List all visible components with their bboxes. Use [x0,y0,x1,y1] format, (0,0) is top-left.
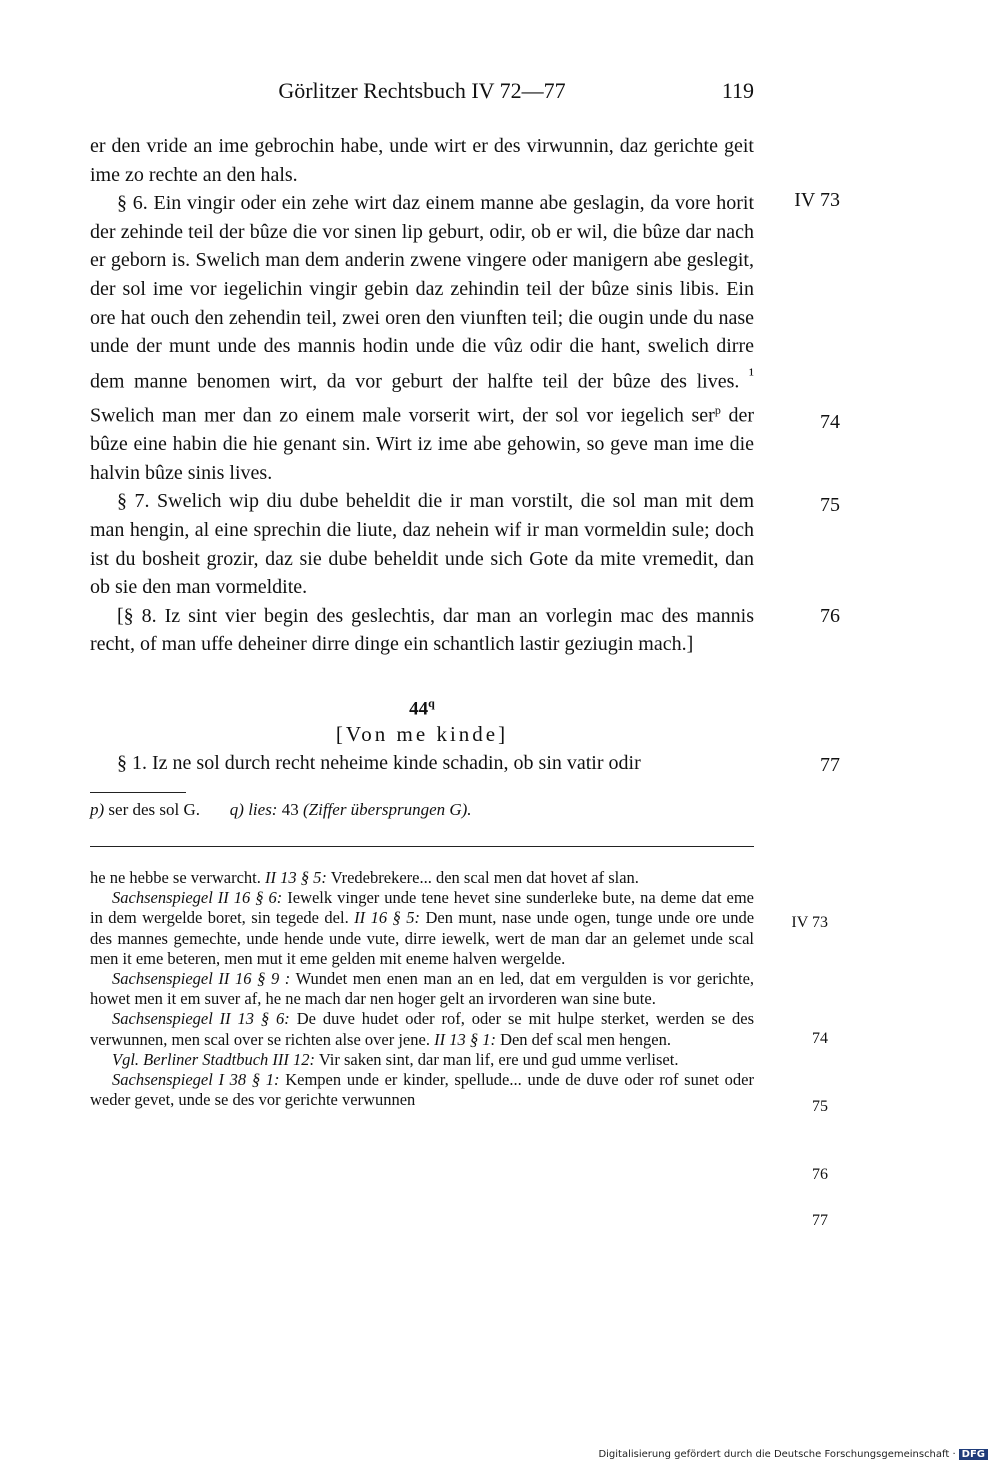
margin-ref-iv73: IV 73 [794,189,840,211]
commentary-margin-77: 77 [812,1212,828,1229]
footnote-q-number: 43 [281,800,299,819]
commentary-entry-77: Sachsenspiegel I 38 § 1: Kempen unde er kinder, spellude... unde de duve oder rof sunet oder weder gevet, unde se des vor gerichte verwunnen [90,1070,754,1110]
margin-ref-77: 77 [820,754,840,776]
chapter-heading: [Von me kinde] [335,722,509,746]
footnote-q-lies: lies: [248,800,278,819]
margin-ref-75: 75 [820,494,840,516]
section-6-text-a: § 6. Ein vingir oder ein zehe wirt daz einem manne abe geslagin, da vore horit der zehinde teil der bûze die vor sinen lip geburt, odir, ob er wil, die bûze dar nach er geborn is. Swelich man dem anderin zwene vingere oder manigern abe geslegit, der sol ime vor iegelichin vingir gebin daz zehindin teil der bûze sinis libis. Ein ore hat ouch den zehendin teil, zwei oren den viunften teil; die ougin unde du nase unde der munt unde des mannis hodin unde die vûz odir die hant, swelich dirre dem manne benomen wirt, da vor geburt der halfte teil der bûze des lives. [90,192,754,393]
section-6-text-c: der bûze eine habin die hie genant sin. Wirt iz ime abe gehowin, so geve man ime die halvin bûze sinis lives. [90,404,754,484]
running-title: Görlitzer Rechtsbuch IV 72—77 [278,78,566,103]
footnote-p-text: ser des sol G. [108,800,201,819]
marginal-mark: ¹ [749,364,754,384]
running-header [90,78,754,106]
margin-ref-74: 74 [820,411,840,433]
footnote-p-label: p) [90,800,105,819]
chapter-number: 44$^q$ [409,696,435,720]
commentary-divider [90,846,754,847]
commentary-apparatus [90,868,754,1110]
credit-text: Digitalisierung gefördert durch die Deutsche Forschungsgemeinschaft · [598,1449,956,1460]
footnotes [90,800,754,820]
commentary-margin-74: 74 [812,1030,828,1047]
commentary-entry-73: Sachsenspiegel II 16 § 6: Iewelk vinger unde tene hevet sine sunderleke bute, na deme dat eme in dem wergelde boret, sin tegede del. II 16 § 5: Den munt, nase unde ogen, tunge unde ore unde des mannes gemechte, unde hende unde vute, dirre iewelk, wert de man dar an gelemet unde scal men it eme beteren, men mut it eme gelden mit eneme halven wergelde. [90,888,755,968]
footnote-ref-p: p [714,403,721,417]
commentary-margin-75: 75 [812,1098,828,1115]
footnote-q-label: q) [229,800,244,819]
footnote-divider [90,792,186,793]
dfg-logo: DFG [959,1449,988,1460]
paragraph-section-7: § 7. Swelich wip diu dube beheldit die ir man vorstilt, die sol man mit dem man hengin, al eine sprechin die liute, daz nehein wif ir man vormeldin sule; doch ist du bosheit grozir, daz sie dube beheldit unde sich Gote da mite vremedit, dan ob sie den man vormeldite. [90,490,754,599]
footnote-q-note: (Ziffer übersprungen G). [302,800,472,819]
paragraph-continuation: er den vride an ime gebrochin habe, unde wirt er des virwunnin, daz gerichte geit ime zo rechte an den hals. [90,135,754,186]
commentary-entry-75: Sachsenspiegel II 13 § 6: De duve hudet oder rof, oder se mit hulpe sterket, werden se des verwunnen, men scal over se richten alse over jene. II 13 § 1: Den def scal men hengen. [90,1009,755,1049]
section-6-text-b: Swelich man mer dan zo einem male vorserit wirt, der sol vor iegelich ser [90,404,715,427]
margin-ref-76: 76 [820,605,840,627]
commentary-margin-76: 76 [812,1166,828,1183]
main-text [90,132,754,659]
commentary-margin-iv73: IV 73 [791,914,828,931]
page-number: 119 [721,78,754,103]
paragraph-77-start: § 1. Iz ne sol durch recht neheime kinde schadin, ob sin vatir odir [117,752,641,774]
commentary-entry-76: Vgl. Berliner Stadtbuch III 12: Vir saken sint, dar man lif, ere und gud umme verliset. [112,1049,679,1069]
commentary-entry-72: he ne hebbe se verwarcht. II 13 § 5: Vredebrekere... den scal men dat hovet af slan. [90,868,639,887]
paragraph-section-8: [§ 8. Iz sint vier begin des geslechtis, dar man an vorlegin mac des mannis recht, of man uffe deheiner dirre dinge ein schantlich lastir geziugin mach.] [90,604,754,656]
commentary-entry-74: Sachsenspiegel II 16 § 9 : Wundet men enen man an en led, dat em vergulden is vor gerichte, howet men it em suver af, he ne mach dar nen hoger gelt an irvorderen wan sine bute. [90,969,755,1009]
digitization-credit [598,1449,988,1460]
footnote-ref-q: q [428,696,435,710]
paragraph-section-6 [90,189,754,487]
